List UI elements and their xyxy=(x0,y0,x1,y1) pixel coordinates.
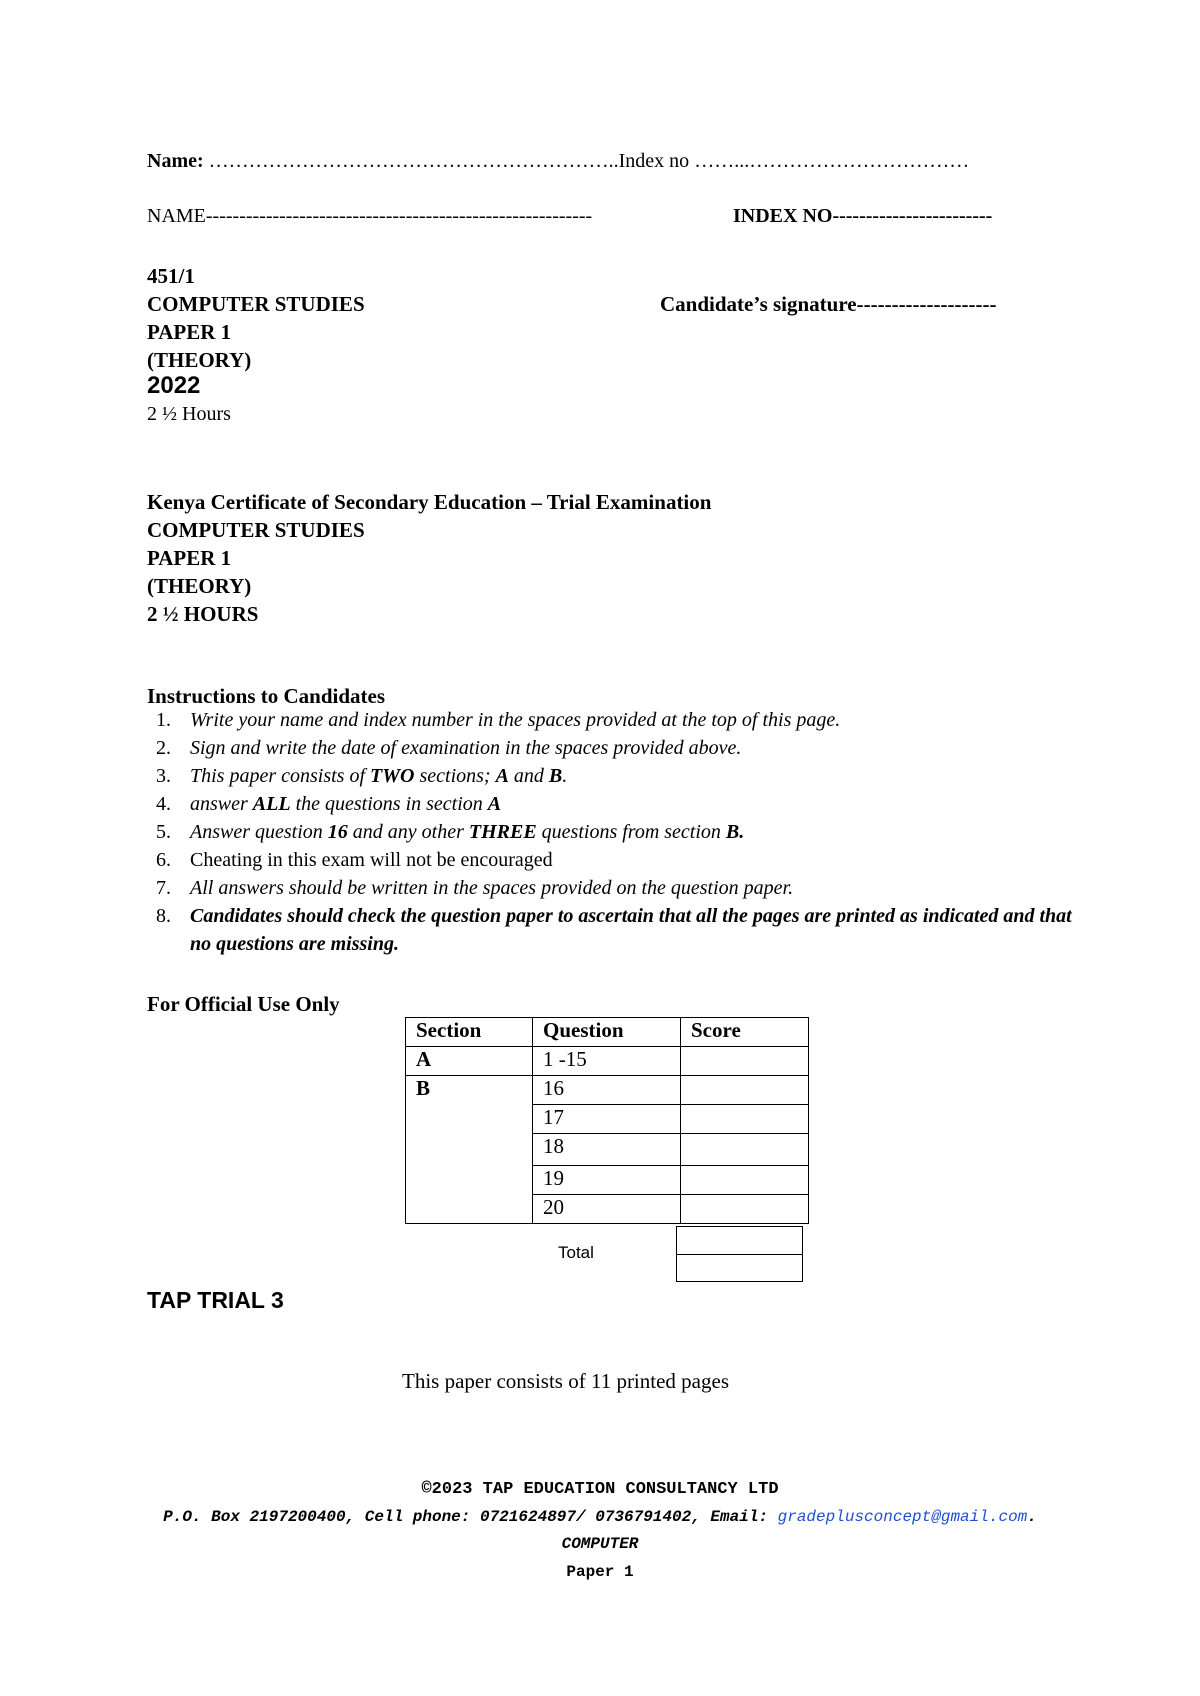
paper-number: PAPER 1 xyxy=(147,320,232,344)
instruction-item: 8. Candidates should check the question paper to ascertain that all the pages are printed as indicated and that no questions are missing. xyxy=(156,905,1072,955)
col-section: Section xyxy=(406,1018,533,1047)
col-question: Question xyxy=(533,1018,681,1047)
table-header-row xyxy=(406,1018,809,1047)
total-label: Total xyxy=(558,1243,594,1262)
instructions-heading: Instructions to Candidates xyxy=(147,684,386,708)
question-cell: 17 xyxy=(533,1105,681,1134)
name-line xyxy=(147,150,969,173)
name-caps-line: NAME---------------------------------------------------------- xyxy=(147,205,593,227)
exam-title: Kenya Certificate of Secondary Education – Trial Examination xyxy=(147,490,712,514)
question-cell: 16 xyxy=(533,1076,681,1105)
section-a-cell: A xyxy=(406,1047,533,1076)
paper-type: (THEORY) xyxy=(147,348,252,372)
official-use-heading: For Official Use Only xyxy=(147,992,340,1016)
paper-code: 451/1 xyxy=(147,264,195,288)
score-cell[interactable] xyxy=(681,1195,809,1224)
index-caps-line: INDEX NO------------------------ xyxy=(733,205,993,227)
exam-duration: 2 ½ HOURS xyxy=(147,602,259,626)
instructions-list xyxy=(148,706,1088,958)
candidate-signature: Candidate’s signature-------------------- xyxy=(660,292,997,316)
index-label: Index no xyxy=(618,150,695,172)
email-link[interactable]: gradeplusconcept@gmail.com xyxy=(777,1508,1028,1526)
instruction-item: 2. Sign and write the date of examination in the spaces provided above. xyxy=(156,737,742,759)
paper-duration: 2 ½ Hours xyxy=(147,403,231,425)
instruction-item: 7. All answers should be written in the spaces provided on the question paper. xyxy=(156,877,794,899)
score-cell[interactable] xyxy=(681,1134,809,1166)
name-dots: …………………………………………………….. xyxy=(203,150,619,172)
paper-year: 2022 xyxy=(147,372,201,399)
section-b-cell: B xyxy=(406,1076,533,1224)
exam-subject: COMPUTER STUDIES xyxy=(147,518,365,542)
index-dots: ……...…………………………… xyxy=(694,150,970,172)
exam-type: (THEORY) xyxy=(147,574,252,598)
footer-copyright: ©2023 TAP EDUCATION CONSULTANCY LTD xyxy=(421,1480,779,1499)
exam-paper: PAPER 1 xyxy=(147,546,232,570)
question-cell: 20 xyxy=(533,1195,681,1224)
question-cell: 19 xyxy=(533,1166,681,1195)
paper-subject: COMPUTER STUDIES xyxy=(147,292,365,316)
col-score: Score xyxy=(681,1018,809,1047)
question-cell: 18 xyxy=(533,1134,681,1166)
score-cell[interactable] xyxy=(681,1076,809,1105)
score-table xyxy=(405,1017,809,1224)
question-cell: 1 -15 xyxy=(533,1047,681,1076)
pages-note: This paper consists of 11 printed pages xyxy=(402,1369,729,1393)
trial-label: TAP TRIAL 3 xyxy=(147,1287,284,1313)
footer-contact: P.O. Box 2197200400, Cell phone: 0721624897/ 0736791402, Email: gradeplusconcept@gmail.com. xyxy=(163,1508,1037,1526)
total-score-box[interactable] xyxy=(676,1226,803,1282)
name-label: Name: xyxy=(147,150,204,172)
footer-subject: COMPUTER xyxy=(561,1535,639,1553)
score-cell[interactable] xyxy=(681,1047,809,1076)
instruction-item: 6. Cheating in this exam will not be encouraged xyxy=(156,849,553,871)
instruction-item: 1. Write your name and index number in the spaces provided at the top of this page. xyxy=(156,709,841,731)
score-cell[interactable] xyxy=(681,1166,809,1195)
instruction-item: 3. This paper consists of TWO sections; A and B. xyxy=(156,765,568,787)
table-row xyxy=(406,1047,809,1076)
score-cell[interactable] xyxy=(681,1105,809,1134)
table-row xyxy=(406,1076,809,1105)
instruction-item: 5. Answer question 16 and any other THREE questions from section B. xyxy=(156,821,745,843)
instruction-item: 4. answer ALL the questions in section A xyxy=(156,793,502,815)
footer-paper: Paper 1 xyxy=(566,1563,634,1581)
